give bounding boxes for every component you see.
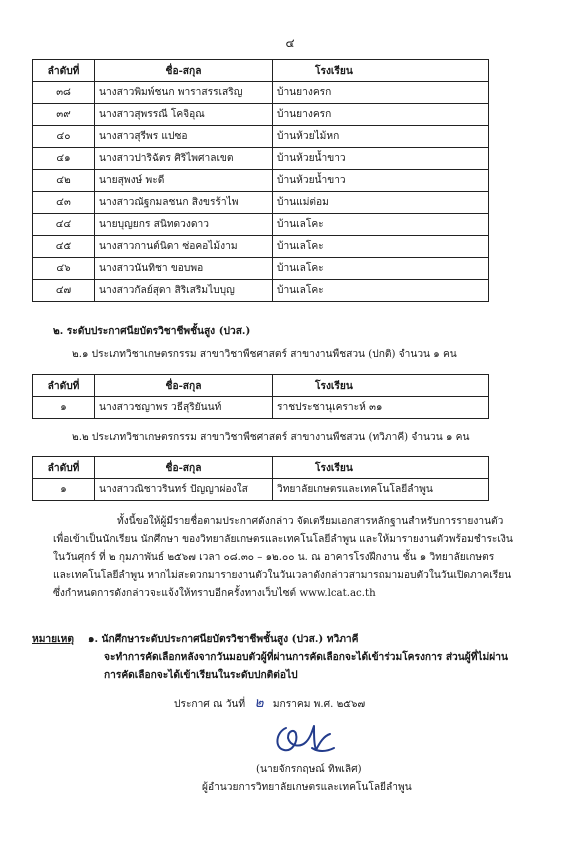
school-name: บ้านห้วยไม้หก [273, 126, 489, 148]
row-number: ๔๐ [33, 126, 95, 148]
table-row [33, 258, 489, 280]
col-header-school: โรงเรียน [273, 375, 489, 397]
table-header-row [33, 457, 489, 479]
row-number: ๑ [33, 397, 95, 419]
school-name: บ้านเลโคะ [273, 236, 489, 258]
row-number: ๓๙ [33, 104, 95, 126]
school-name: บ้านห้วยน้ำขาว [273, 148, 489, 170]
note-line: การคัดเลือกจะได้เข้าเรียนในระดับปกติต่อไป [104, 669, 298, 681]
student-name: นางสาวพิมพ์ชนก พาราสรรเสริญ [95, 82, 273, 104]
announce-rest: มกราคม พ.ศ. ๒๕๖๗ [272, 699, 366, 710]
school-name: บ้านเลโคะ [273, 258, 489, 280]
section-2-title: ๒. ระดับประกาศนียบัตรวิชาชีพชั้นสูง (ปวส.) [53, 325, 251, 337]
student-table-3 [32, 456, 489, 501]
table-row [33, 192, 489, 214]
handwritten-day: ๒ [254, 695, 264, 711]
paragraph-line: เพื่อเข้าเป็นนักเรียน นักศึกษา ของวิทยาลัยเกษตรและเทคโนโลยีลำพูน และให้มารายงานตัวพร้อมชำระเงิน [53, 534, 513, 545]
col-header-name: ชื่อ-สกุล [95, 457, 273, 479]
paragraph-line: ในวันศุกร์ ที่ ๒ กุมภาพันธ์ ๒๕๖๗ เวลา ๐๘.๓๐ – ๑๒.๐๐ น. ณ อาคารโรงฝึกงาน ชั้น ๑ วิทยาลัยเกษตร [53, 552, 495, 563]
school-name: บ้านยางครก [273, 82, 489, 104]
school-name: บ้านเลโคะ [273, 214, 489, 236]
paragraph-line: และเทคโนโลยีลำพูน หากไม่สะดวกมารายงานตัวในวันเวลาดังกล่าวสามารถมามอบตัวในวันเปิดภาคเรียน [53, 570, 512, 581]
col-header-name: ชื่อ-สกุล [95, 375, 273, 397]
row-number: ๔๗ [33, 280, 95, 302]
note-label: หมายเหตุ [32, 633, 74, 645]
col-header-name: ชื่อ-สกุล [95, 60, 273, 82]
table-row [33, 236, 489, 258]
row-number: ๔๕ [33, 236, 95, 258]
table-row [33, 397, 489, 419]
student-name: นางสาวณัฐกมลชนก สิงขรร้าไพ [95, 192, 273, 214]
announce-prefix: ประกาศ ณ วันที่ [174, 699, 246, 710]
note-line: ๑. นักศึกษาระดับประกาศนียบัตรวิชาชีพชั้นสูง (ปวส.) ทวิภาคี [88, 633, 359, 645]
school-name: บ้านแม่ต่อม [273, 192, 489, 214]
row-number: ๔๒ [33, 170, 95, 192]
table-row [33, 479, 489, 501]
page-number: ๔ [285, 36, 295, 50]
table-row [33, 170, 489, 192]
student-name: นางสาวสุรีพร แปซอ [95, 126, 273, 148]
signature-icon [268, 712, 348, 762]
table-row [33, 104, 489, 126]
student-name: นางสาวสุพรรณี โคจิอุณ [95, 104, 273, 126]
row-number: ๓๘ [33, 82, 95, 104]
announcement-date [174, 695, 365, 713]
row-number: ๔๔ [33, 214, 95, 236]
student-name: นางสาวกานต์นิดา ซ่อคอไม้งาม [95, 236, 273, 258]
student-name: นางสาวนันทิชา ขอบพอ [95, 258, 273, 280]
student-name: นายสุพงษ์ พะดี [95, 170, 273, 192]
col-header-no: ลำดับที่ [33, 375, 95, 397]
student-name: นางสาวชญาพร วธีสุริยันนท์ [95, 397, 273, 419]
paragraph-line: ทั้งนี้ขอให้ผู้มีรายชื่อตามประกาศดังกล่าว จัดเตรียมเอกสารหลักฐานสำหรับการรายงานตัว [117, 516, 504, 527]
table-header-row [33, 375, 489, 397]
school-name: บ้านเลโคะ [273, 280, 489, 302]
school-name: ราชประชานุเคราะห์ ๓๑ [273, 397, 489, 419]
table-row [33, 214, 489, 236]
student-table-2 [32, 374, 489, 419]
school-name: บ้านห้วยน้ำขาว [273, 170, 489, 192]
table-row [33, 82, 489, 104]
school-name: วิทยาลัยเกษตรและเทคโนโลยีลำพูน [273, 479, 489, 501]
student-name: นางสาวปาริฉัตร ศิริไพศาลเขต [95, 148, 273, 170]
student-name: นายบุญยกร สนิทดวงดาว [95, 214, 273, 236]
student-table-1 [32, 59, 489, 302]
col-header-school: โรงเรียน [273, 457, 489, 479]
student-name: นางสาวณิชาวรินทร์ ปัญญาผ่องใส [95, 479, 273, 501]
table-row [33, 280, 489, 302]
col-header-no: ลำดับที่ [33, 457, 95, 479]
row-number: ๔๑ [33, 148, 95, 170]
row-number: ๔๓ [33, 192, 95, 214]
table-header-row [33, 60, 489, 82]
student-name: นางสาวกัลย์สุดา สิริเสริมไบบุญ [95, 280, 273, 302]
subsection-2-1: ๒.๑ ประเภทวิชาเกษตรกรรม สาขาวิชาพืชศาสตร์ สาขางานพืชสวน (ปกติ) จำนวน ๑ คน [72, 349, 457, 360]
subsection-2-2: ๒.๒ ประเภทวิชาเกษตรกรรม สาขาวิชาพืชศาสตร์ สาขางานพืชสวน (ทวิภาคี) จำนวน ๑ คน [72, 432, 470, 443]
row-number: ๑ [33, 479, 95, 501]
signer-name: (นายจักรกฤษณ์ ทิพเลิศ) [256, 764, 362, 775]
paragraph-line: ซึ่งกำหนดการดังกล่าวจะแจ้งให้ทราบอีกครั้งทางเว็บไซต์ www.lcat.ac.th [53, 588, 376, 599]
row-number: ๔๖ [33, 258, 95, 280]
table-row [33, 126, 489, 148]
school-name: บ้านยางครก [273, 104, 489, 126]
signer-title: ผู้อำนวยการวิทยาลัยเกษตรและเทคโนโลยีลำพูน [202, 782, 412, 793]
col-header-no: ลำดับที่ [33, 60, 95, 82]
note-line: จะทำการคัดเลือกหลังจากวันมอบตัวผู้ที่ผ่านการคัดเลือกจะได้เข้าร่วมโครงการ ส่วนผู้ที่ไม่ผ่าน [104, 651, 508, 663]
col-header-school: โรงเรียน [273, 60, 489, 82]
table-row [33, 148, 489, 170]
